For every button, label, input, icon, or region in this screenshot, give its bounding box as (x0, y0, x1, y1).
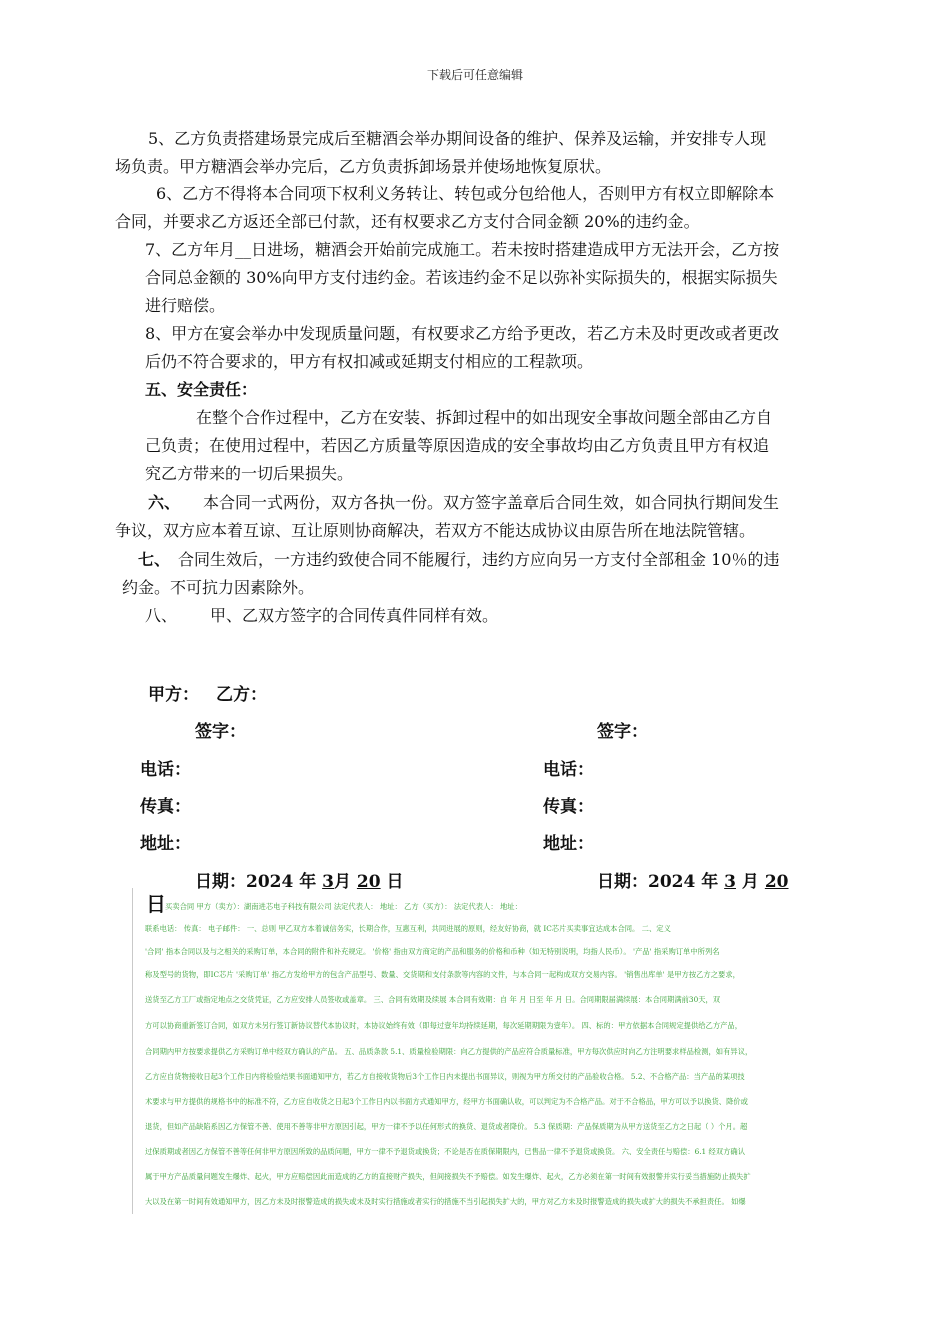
section-5-line-2: 己负责；在使用过程中，若因乙方质量等原因造成的安全事故均由乙方负责且甲方有权追 (145, 436, 770, 455)
party-b-fax-label: 传真： (543, 797, 594, 817)
clause-7-line-1: 7、乙方年月__日进场，糖酒会开始前完成施工。若未按时搭建造成甲方无法开会，乙方按 (145, 240, 780, 259)
clause-6-line-2: 合同，并要求乙方返还全部已付款，还有权要求乙方支付合同金额 20%的违约金。 (115, 212, 700, 231)
faint-text-line: 过保质期或者因乙方保管不善等任何非甲方原因所致的品质问题，甲方一律不予退货或换货；不论是否在质保期限内，已售品一律不予退货或换货。 六、安全责任与赔偿：6.1 经双方确认 (145, 1147, 745, 1156)
date-label: 日期： (195, 872, 246, 892)
party-b-phone-label: 电话： (543, 760, 594, 780)
party-b-address-label: 地址： (543, 834, 594, 854)
party-b-sign-label: 签字： (597, 722, 648, 742)
section-8-number: 八、 (145, 606, 178, 625)
clause-5-line-2: 场负责。甲方糖酒会举办完后，乙方负责拆卸场景并使场地恢复原状。 (115, 157, 612, 176)
faint-text-line: 买卖合同 甲方（卖方）：湖南进芯电子科技有限公司 法定代表人： 地址： 乙方（买方）： 法定代表人： 地址： (165, 902, 522, 911)
faint-text-line: 称及型号的货物，即IC芯片 '采购订单' 指乙方发给甲方的包含产品型号、数量、交货期和支付条款等内容的文件，与本合同一起构成双方交易内容。 '销售出库单' 是甲方按乙方之要求， (145, 970, 740, 979)
faint-text-line: '合同' 指本合同以及与之相关的采购订单，本合同的附件和补充规定。 '价格' 指由双方商定的产品和服务的价格和币种（如无特别说明，均指人民币）。 '产品' 指采购订单中所列名 (145, 947, 720, 956)
section-5-line-1: 在整个合作过程中，乙方在安装、拆卸过程中的如出现安全事故问题全部由乙方自 (196, 408, 773, 427)
section-7-line-1: 合同生效后，一方违约致使合同不能履行，违约方应向另一方支付全部租金 10％的违 (178, 550, 780, 569)
faint-text-line: 联系电话： 传真： 电子邮件： 一、总则 甲乙双方本着诚信务实，长期合作，互惠互利，共同进展的原则，经友好协商，就 IC芯片买卖事宜达成本合同。 二、定义 (145, 924, 671, 933)
date-label: 日期： (597, 872, 648, 892)
party-a-fax-label: 传真： (140, 797, 191, 817)
clause-6-line-1: 6、乙方不得将本合同项下权利义务转让、转包或分包给他人，否则甲方有权立即解除本 (156, 184, 775, 203)
clause-8-line-1: 8、甲方在宴会举办中发现质量问题，有权要求乙方给予更改，若乙方未及时更改或者更改 (145, 324, 780, 343)
faint-text-line: 乙方应自货物接收日起3个工作日内将检验结果书面通知甲方，若乙方自接收货物后3个工作日内未提出书面异议，则视为甲方所交付的产品验收合格。 5.2、不合格产品：当产品的某项技 (145, 1072, 745, 1081)
faint-text-line: 合同期内甲方按要求提供乙方采购订单中经双方确认的产品。 五、品质条款 5.1、质量检验期限：向乙方提供的产品应符合质量标准，甲方每次供应时向乙方注明要求样品检测，如有异议， (145, 1047, 753, 1056)
date-day-value: 20 (356, 872, 381, 892)
faint-text-line: 退货，但如产品缺陷系因乙方保管不善、使用不善等非甲方原因引起，甲方一律不予以任何形式的换货、退货或者降价。 5.3 保质期：产品保质期为从甲方送货至乙方之日起（ ）个月。超 (145, 1122, 748, 1131)
section-5-title: 五、安全责任： (145, 380, 258, 399)
wrapped-day-unit: 日 (146, 892, 166, 916)
date-day-unit: 日 (386, 872, 404, 892)
party-a-sign-label: 签字： (195, 722, 246, 742)
date-month-unit: 月 (334, 872, 351, 892)
clause-8-line-2: 后仍不符合要求的，甲方有权扣减或延期支付相应的工程款项。 (145, 352, 594, 371)
clause-7-line-3: 进行赔偿。 (145, 296, 226, 315)
section-6-number: 六、 (148, 493, 181, 512)
party-b-label: 乙方： (216, 685, 267, 705)
date-year: 2024 年 (246, 872, 317, 892)
clause-5-line-1: 5、乙方负责搭建场景完成后至糖酒会举办期间设备的维护、保养及运输，并安排专人现 (148, 129, 767, 148)
date-month-value: 3 (724, 872, 736, 892)
section-5-line-3: 究乙方带来的一切后果损失。 (145, 464, 354, 483)
section-8-text: 甲、乙双方签字的合同传真件同样有效。 (210, 606, 499, 625)
page-header: 下载后可任意编辑 (426, 68, 523, 82)
section-6-line-1: 本合同一式两份，双方各执一份。双方签字盖章后合同生效，如合同执行期间发生 (203, 493, 780, 512)
faint-text-line: 送货至乙方工厂或指定地点之交货凭证，乙方应安排人员签收或盖章。 三、合同有效期及续展 本合同有效期：自 年 月 日至 年 月 日。合同期限届满续展：本合同期满前30天，双 (145, 995, 721, 1004)
faint-text-line: 属于甲方产品质量问题发生爆炸、起火，甲方应赔偿因此而造成的乙方的直接财产损失，但间接损失不予赔偿。如发生爆炸、起火，乙方必须在第一时间有效报警并实行妥当措施防止损失扩 (145, 1172, 751, 1181)
clause-7-line-2: 合同总金额的 30%向甲方支付违约金。若该违约金不足以弥补实际损失的，根据实际损失 (145, 268, 778, 287)
date-day-value: 20 (764, 872, 789, 892)
party-a-address-label: 地址： (140, 834, 191, 854)
date-month-unit: 月 (741, 872, 759, 892)
faint-text-line: 术要求与甲方提供的规格书中的标准不符，乙方应自收货之日起3个工作日内以书面方式通知甲方，经甲方书面确认收，可以判定为不合格产品。对于不合格品，甲方可以予以换货、降价或 (145, 1097, 748, 1106)
date-year: 2024 年 (648, 872, 719, 892)
party-a-phone-label: 电话： (140, 760, 191, 780)
faint-text-line: 大以及在第一时间有效通知甲方，因乙方未及时报警造成的损失或未及时实行措施或者实行的措施不当引起损失扩大的，甲方对乙方未及时报警造成的损失或扩大的损失不承担责任。 如爆 (145, 1197, 746, 1206)
faint-text-line: 方可以协商重新签订合同，如双方未另行签订新协议替代本协议时，本协议始终有效（即每过壹年均持续延期，每次延期期限为壹年）。 四、标的：甲方依据本合同规定提供给乙方产品， (145, 1021, 743, 1030)
section-7-number: 七、 (138, 550, 171, 569)
party-a-label: 甲方： (148, 685, 199, 705)
section-6-line-2: 争议，双方应本着互谅、互让原则协商解决，若双方不能达成协议由原告所在地法院管辖。 (115, 521, 756, 540)
section-7-line-2: 约金。不可抗力因素除外。 (122, 578, 315, 597)
date-month-value: 3 (322, 872, 334, 892)
